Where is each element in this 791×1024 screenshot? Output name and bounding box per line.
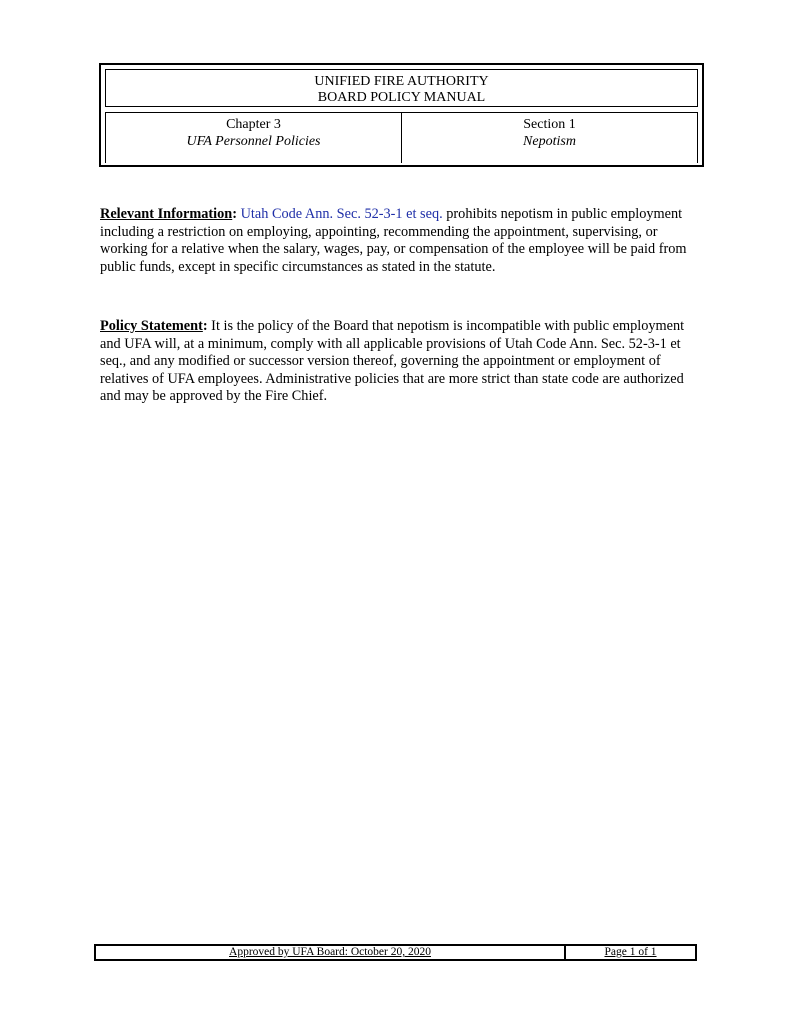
policy-statement-label: Policy Statement: [100, 318, 203, 334]
manual-name: BOARD POLICY MANUAL: [317, 90, 486, 105]
page-number: Page 1 of 1: [604, 946, 657, 958]
chapter-cell: [106, 113, 401, 163]
approval-date: Approved by UFA Board: October 20, 2020: [96, 946, 566, 959]
relevant-information-body: prohibits nepotism in public employment including a restriction on employing, appointing, recommending the appointment, supervising, or working for a relative when the salary, wages, pay, or compensation of the employee will be paid from public funds, except in specific circumstances as stated in the statute.: [100, 206, 687, 275]
relevant-information-label: Relevant Information: [100, 206, 233, 222]
policy-statement-paragraph: [100, 318, 700, 406]
relevant-information-colon: :: [232, 206, 237, 222]
utah-code-link[interactable]: Utah Code Ann. Sec. 52-3-1 et seq.: [240, 206, 443, 222]
section-cell: [401, 113, 697, 163]
manual-title-box: [105, 69, 698, 107]
policy-statement-body: It is the policy of the Board that nepotism is incompatible with public employment and UFA will, at a minimum, comply with all applicable provisions of Utah Code Ann. Sec. 52-3-1 et seq., and any modified or successor version thereof, governing the appointment or employment of relatives of UFA employees. Administrative policies that are more strict than state code are authorized and may be approved by the Fire Chief.: [100, 318, 685, 404]
relevant-information-paragraph: [100, 206, 700, 276]
org-name: UNIFIED FIRE AUTHORITY: [314, 74, 489, 89]
policy-header: [99, 63, 704, 167]
section-label: Section 1: [523, 117, 576, 132]
chapter-label: Chapter 3: [226, 117, 281, 132]
section-title: Nepotism: [523, 134, 576, 149]
policy-statement-colon: :: [202, 318, 208, 334]
chapter-title: UFA Personnel Policies: [186, 134, 321, 149]
chapter-section-row: [105, 112, 698, 163]
page-footer: [94, 944, 697, 961]
